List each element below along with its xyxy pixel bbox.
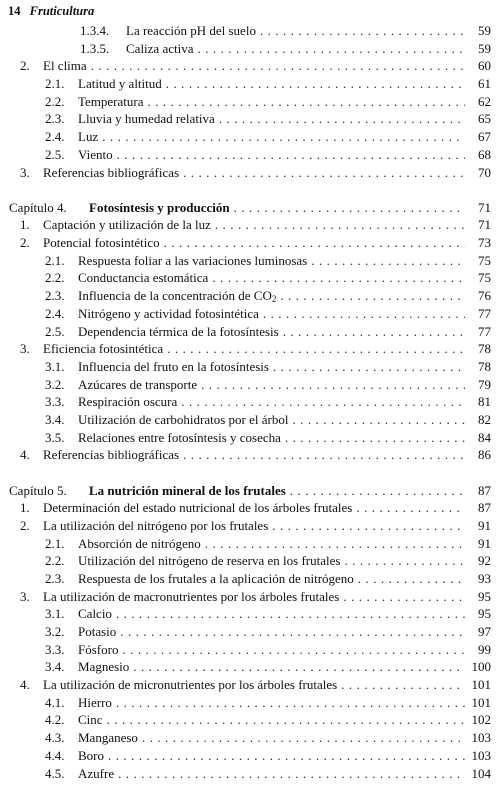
dot-leader	[148, 93, 466, 111]
entry-number: 1.3.4.	[80, 23, 110, 38]
entry-page-number: 100	[471, 659, 491, 675]
entry-title	[78, 658, 129, 676]
dot-leader	[272, 517, 465, 535]
dot-leader	[283, 323, 465, 341]
dot-leader	[292, 411, 465, 429]
entry-number: 2.	[20, 517, 30, 533]
dot-leader	[91, 57, 465, 75]
toc-entry	[0, 446, 499, 464]
entry-title-text: Cinc	[78, 712, 103, 728]
entry-title-text: Dependencia térmica de la fotosíntesis	[78, 323, 279, 339]
page-header	[8, 0, 94, 22]
entry-title-text: Influencia de la concentración de CO	[78, 288, 272, 304]
entry-title-text: La utilización de micronutrientes por los árboles frutales	[43, 677, 338, 693]
entry-title	[43, 676, 337, 694]
section-gap	[0, 464, 499, 482]
entry-title	[78, 623, 116, 641]
table-of-contents	[0, 22, 499, 782]
toc-entry	[0, 393, 499, 411]
entry-number: 3.1.	[45, 606, 65, 622]
entry-number: 2.	[20, 235, 30, 251]
entry-title-text: Luz	[78, 129, 99, 145]
entry-title	[78, 128, 98, 146]
entry-page-number: 102	[471, 712, 491, 728]
entry-number: 3.3.	[45, 394, 65, 410]
entry-page-number: 103	[471, 730, 491, 746]
entry-title-text: Latitud y altitud	[78, 76, 162, 92]
dot-leader	[343, 588, 465, 606]
entry-title-text: Influencia del fruto en la fotosíntesis	[78, 358, 269, 374]
toc-entry	[0, 552, 499, 570]
toc-entry	[0, 128, 499, 146]
entry-title	[78, 711, 103, 729]
entry-title-text: Referencias bibliográficas	[43, 447, 180, 463]
entry-page-number: 78	[478, 341, 491, 357]
entry-page-number: 86	[478, 447, 491, 463]
entry-page-number: 99	[478, 641, 491, 657]
entry-number: 4.1.	[45, 694, 65, 710]
entry-title	[78, 305, 259, 323]
entry-title-text: Referencias bibliográficas	[43, 164, 180, 180]
toc-entry	[0, 605, 499, 623]
dot-leader	[285, 429, 465, 447]
entry-page-number: 92	[478, 553, 491, 569]
entry-title	[78, 641, 118, 659]
entry-page-number: 67	[478, 129, 491, 145]
entry-title	[126, 22, 256, 40]
toc-entry	[0, 252, 499, 270]
entry-page-number: 73	[478, 235, 491, 251]
entry-title	[43, 446, 179, 464]
toc-entry	[0, 729, 499, 747]
entry-number: 3.	[20, 588, 30, 604]
entry-number: 1.	[20, 217, 30, 233]
entry-number: 2.1.	[45, 252, 65, 268]
entry-page-number: 59	[478, 23, 491, 38]
entry-title-text: Fotosíntesis y producción	[89, 199, 230, 215]
entry-title-text: Respuesta de los frutales a la aplicación de nitrógeno	[78, 570, 354, 586]
dot-leader	[120, 623, 465, 641]
toc-entry	[0, 588, 499, 606]
entry-title	[43, 57, 87, 75]
entry-page-number: 81	[478, 394, 491, 410]
entry-title-text: Manganeso	[78, 730, 138, 746]
entry-page-number: 87	[478, 500, 491, 516]
entry-title-text: Viento	[78, 146, 113, 162]
entry-number: 2.5.	[45, 146, 65, 162]
entry-title-text: Caliza activa	[126, 40, 194, 56]
entry-title	[78, 358, 269, 376]
entry-title	[78, 269, 208, 287]
entry-number: 3.4.	[45, 659, 65, 675]
entry-number: 3.2.	[45, 376, 65, 392]
entry-title	[78, 605, 112, 623]
entry-number: 3.	[20, 164, 30, 180]
toc-entry	[0, 110, 499, 128]
entry-title	[78, 93, 144, 111]
entry-page-number: 59	[478, 40, 491, 56]
chapter-entry	[0, 199, 499, 217]
entry-number: 2.5.	[45, 323, 65, 339]
entry-number: 2.3.	[45, 288, 65, 304]
entry-number: 2.2.	[45, 93, 65, 109]
dot-leader	[116, 694, 465, 712]
dot-leader	[219, 110, 465, 128]
entry-page-number: 68	[478, 146, 491, 162]
entry-title	[78, 429, 281, 447]
entry-number: 2.3.	[45, 111, 65, 127]
entry-page-number: 75	[478, 252, 491, 268]
dot-leader	[212, 269, 465, 287]
dot-leader	[167, 340, 465, 358]
entry-title	[43, 517, 268, 535]
entry-title	[78, 146, 113, 164]
entry-title-text: La reacción pH del suelo	[126, 23, 256, 38]
entry-number: 1.	[20, 500, 30, 516]
running-title: Fruticultura	[29, 4, 95, 18]
entry-number: 3.3.	[45, 641, 65, 657]
entry-title-text: Captación y utilización de la luz	[43, 217, 211, 233]
dot-leader	[102, 128, 465, 146]
entry-number: 2.1.	[45, 535, 65, 551]
entry-number: 3.4.	[45, 411, 65, 427]
toc-entry	[0, 411, 499, 429]
entry-title-text: Magnesio	[78, 659, 130, 675]
entry-title-text: Potasio	[78, 624, 117, 639]
dot-leader	[201, 376, 465, 394]
entry-title	[43, 340, 163, 358]
toc-entry	[0, 747, 499, 765]
entry-title-text: Conductancia estomática	[78, 270, 209, 286]
entry-title-text: Calcio	[78, 606, 112, 622]
section-gap	[0, 181, 499, 199]
toc-entry	[0, 570, 499, 588]
dot-leader	[108, 747, 465, 765]
entry-title-text: Determinación del estado nutricional de los árboles frutales	[43, 500, 353, 516]
dot-leader	[183, 164, 465, 182]
entry-number: 2.2.	[45, 270, 65, 286]
entry-title-text: Utilización de carbohidratos por el árbol	[78, 411, 289, 427]
entry-title-text: La utilización del nitrógeno por los frutales	[43, 517, 269, 533]
entry-title	[126, 40, 194, 58]
entry-page-number: 82	[478, 411, 491, 427]
entry-number: 2.3.	[45, 570, 65, 586]
entry-title-text: La utilización de macronutrientes por los árboles frutales	[43, 588, 340, 604]
entry-title-text: Nitrógeno y actividad fotosintética	[78, 305, 259, 321]
toc-entry	[0, 499, 499, 517]
entry-title	[89, 199, 230, 217]
entry-number: Capítulo 5.	[9, 482, 67, 498]
toc-entry	[0, 305, 499, 323]
entry-page-number: 71	[478, 199, 491, 215]
toc-entry	[0, 429, 499, 447]
dot-leader	[183, 446, 465, 464]
dot-leader	[341, 676, 465, 694]
toc-entry	[0, 40, 499, 58]
dot-leader	[181, 393, 465, 411]
toc-entry	[0, 323, 499, 341]
entry-number: 4.	[20, 447, 30, 463]
entry-page-number: 95	[478, 606, 491, 622]
toc-entry	[0, 269, 499, 287]
toc-entry	[0, 535, 499, 553]
entry-title	[78, 694, 112, 712]
entry-number: 2.1.	[45, 76, 65, 92]
entry-title-text: Hierro	[78, 694, 112, 710]
toc-entry	[0, 93, 499, 111]
entry-number: Capítulo 4.	[9, 199, 67, 215]
toc-entry	[0, 358, 499, 376]
dot-leader	[122, 641, 465, 659]
entry-number: 3.5.	[45, 429, 65, 445]
dot-leader	[164, 234, 465, 252]
entry-title	[78, 747, 104, 765]
entry-page-number: 70	[478, 164, 491, 180]
entry-number: 4.4.	[45, 747, 65, 763]
dot-leader	[116, 605, 465, 623]
entry-title-text: Respiración oscura	[78, 394, 178, 410]
entry-number: 4.5.	[45, 765, 65, 781]
entry-page-number: 97	[478, 624, 491, 639]
entry-number: 2.	[20, 58, 30, 74]
entry-page-number: 62	[478, 93, 491, 109]
entry-page-number: 95	[478, 588, 491, 604]
dot-leader	[142, 729, 465, 747]
entry-title-text: Eficiencia fotosintética	[43, 341, 164, 357]
entry-title	[43, 499, 352, 517]
toc-entry	[0, 694, 499, 712]
entry-number: 2.4.	[45, 305, 65, 321]
toc-entry	[0, 75, 499, 93]
toc-entry	[0, 676, 499, 694]
entry-title	[78, 765, 114, 783]
dot-leader	[263, 305, 465, 323]
toc-entry	[0, 765, 499, 783]
entry-page-number: 78	[478, 358, 491, 374]
dot-leader	[358, 570, 465, 588]
toc-entry	[0, 164, 499, 182]
dot-leader	[234, 199, 465, 217]
entry-title	[78, 75, 162, 93]
entry-title-text: Boro	[78, 747, 104, 763]
dot-leader	[356, 499, 465, 517]
entry-page-number: 60	[478, 58, 491, 74]
entry-title-text: Respuesta foliar a las variaciones luminosas	[78, 252, 308, 268]
dot-leader	[166, 75, 465, 93]
entry-number: 2.4.	[45, 129, 65, 145]
toc-entry	[0, 340, 499, 358]
entry-title-text: Absorción de nitrógeno	[78, 535, 201, 551]
entry-title	[78, 393, 177, 411]
entry-page-number: 91	[478, 535, 491, 551]
dot-leader	[117, 146, 465, 164]
dot-leader	[344, 552, 465, 570]
toc-entry	[0, 623, 499, 641]
page-number: 14	[8, 4, 21, 18]
entry-title	[78, 411, 288, 429]
dot-leader	[311, 252, 465, 270]
toc-entry	[0, 22, 499, 40]
entry-page-number: 75	[478, 270, 491, 286]
toc-entry	[0, 711, 499, 729]
dot-leader	[260, 22, 465, 40]
entry-title	[78, 287, 276, 305]
chapter-entry	[0, 482, 499, 500]
entry-page-number: 65	[478, 111, 491, 127]
entry-page-number: 87	[478, 482, 491, 498]
entry-number: 4.	[20, 677, 30, 693]
toc-entry	[0, 376, 499, 394]
entry-number: 2.2.	[45, 553, 65, 569]
entry-title	[43, 164, 179, 182]
entry-page-number: 101	[471, 694, 491, 710]
entry-page-number: 77	[478, 323, 491, 339]
dot-leader	[280, 287, 465, 305]
entry-number: 3.	[20, 341, 30, 357]
entry-title-text: Temperatura	[78, 93, 144, 109]
entry-title-text: El clima	[43, 58, 87, 74]
entry-title-text: Azufre	[78, 765, 115, 781]
dot-leader	[107, 711, 465, 729]
entry-page-number: 103	[471, 747, 491, 763]
entry-title	[78, 110, 215, 128]
toc-entry	[0, 57, 499, 75]
entry-title	[78, 552, 340, 570]
entry-title-text: La nutrición mineral de los frutales	[89, 482, 286, 498]
entry-title-text: Azúcares de transporte	[78, 376, 198, 392]
dot-leader	[273, 358, 465, 376]
entry-page-number: 84	[478, 429, 491, 445]
entry-number: 4.3.	[45, 730, 65, 746]
entry-number: 4.2.	[45, 712, 65, 728]
entry-number: 1.3.5.	[80, 40, 110, 56]
entry-title-text: Lluvia y humedad relativa	[78, 111, 215, 127]
entry-title	[43, 216, 211, 234]
entry-page-number: 77	[478, 305, 491, 321]
entry-page-number: 91	[478, 517, 491, 533]
entry-page-number: 79	[478, 376, 491, 392]
toc-entry	[0, 287, 499, 305]
toc-entry	[0, 146, 499, 164]
toc-entry	[0, 658, 499, 676]
entry-title-text: Utilización del nitrógeno de reserva en los frutales	[78, 553, 341, 569]
entry-title	[89, 482, 286, 500]
entry-page-number: 104	[471, 765, 491, 781]
entry-page-number: 93	[478, 570, 491, 586]
entry-number: 3.1.	[45, 358, 65, 374]
entry-title	[43, 234, 160, 252]
entry-title	[78, 570, 354, 588]
dot-leader	[290, 482, 465, 500]
entry-page-number: 71	[478, 217, 491, 233]
dot-leader	[133, 658, 465, 676]
entry-title	[78, 729, 138, 747]
dot-leader	[118, 765, 465, 783]
entry-page-number: 101	[471, 677, 491, 693]
toc-entry	[0, 216, 499, 234]
entry-title-text: Relaciones entre fotosíntesis y cosecha	[78, 429, 281, 445]
entry-title-text: Potencial fotosintético	[43, 235, 160, 251]
entry-page-number: 61	[478, 76, 491, 92]
entry-title	[78, 323, 279, 341]
entry-title	[78, 535, 201, 553]
subscript: 2	[271, 294, 277, 305]
dot-leader	[198, 40, 466, 58]
entry-title	[43, 588, 339, 606]
toc-entry	[0, 517, 499, 535]
dot-leader	[205, 535, 465, 553]
entry-page-number: 76	[478, 288, 491, 304]
entry-title	[78, 252, 307, 270]
entry-title	[78, 376, 197, 394]
toc-entry	[0, 641, 499, 659]
dot-leader	[215, 216, 465, 234]
entry-number: 3.2.	[45, 624, 65, 639]
toc-entry	[0, 234, 499, 252]
entry-title-text: Fósforo	[78, 641, 119, 657]
